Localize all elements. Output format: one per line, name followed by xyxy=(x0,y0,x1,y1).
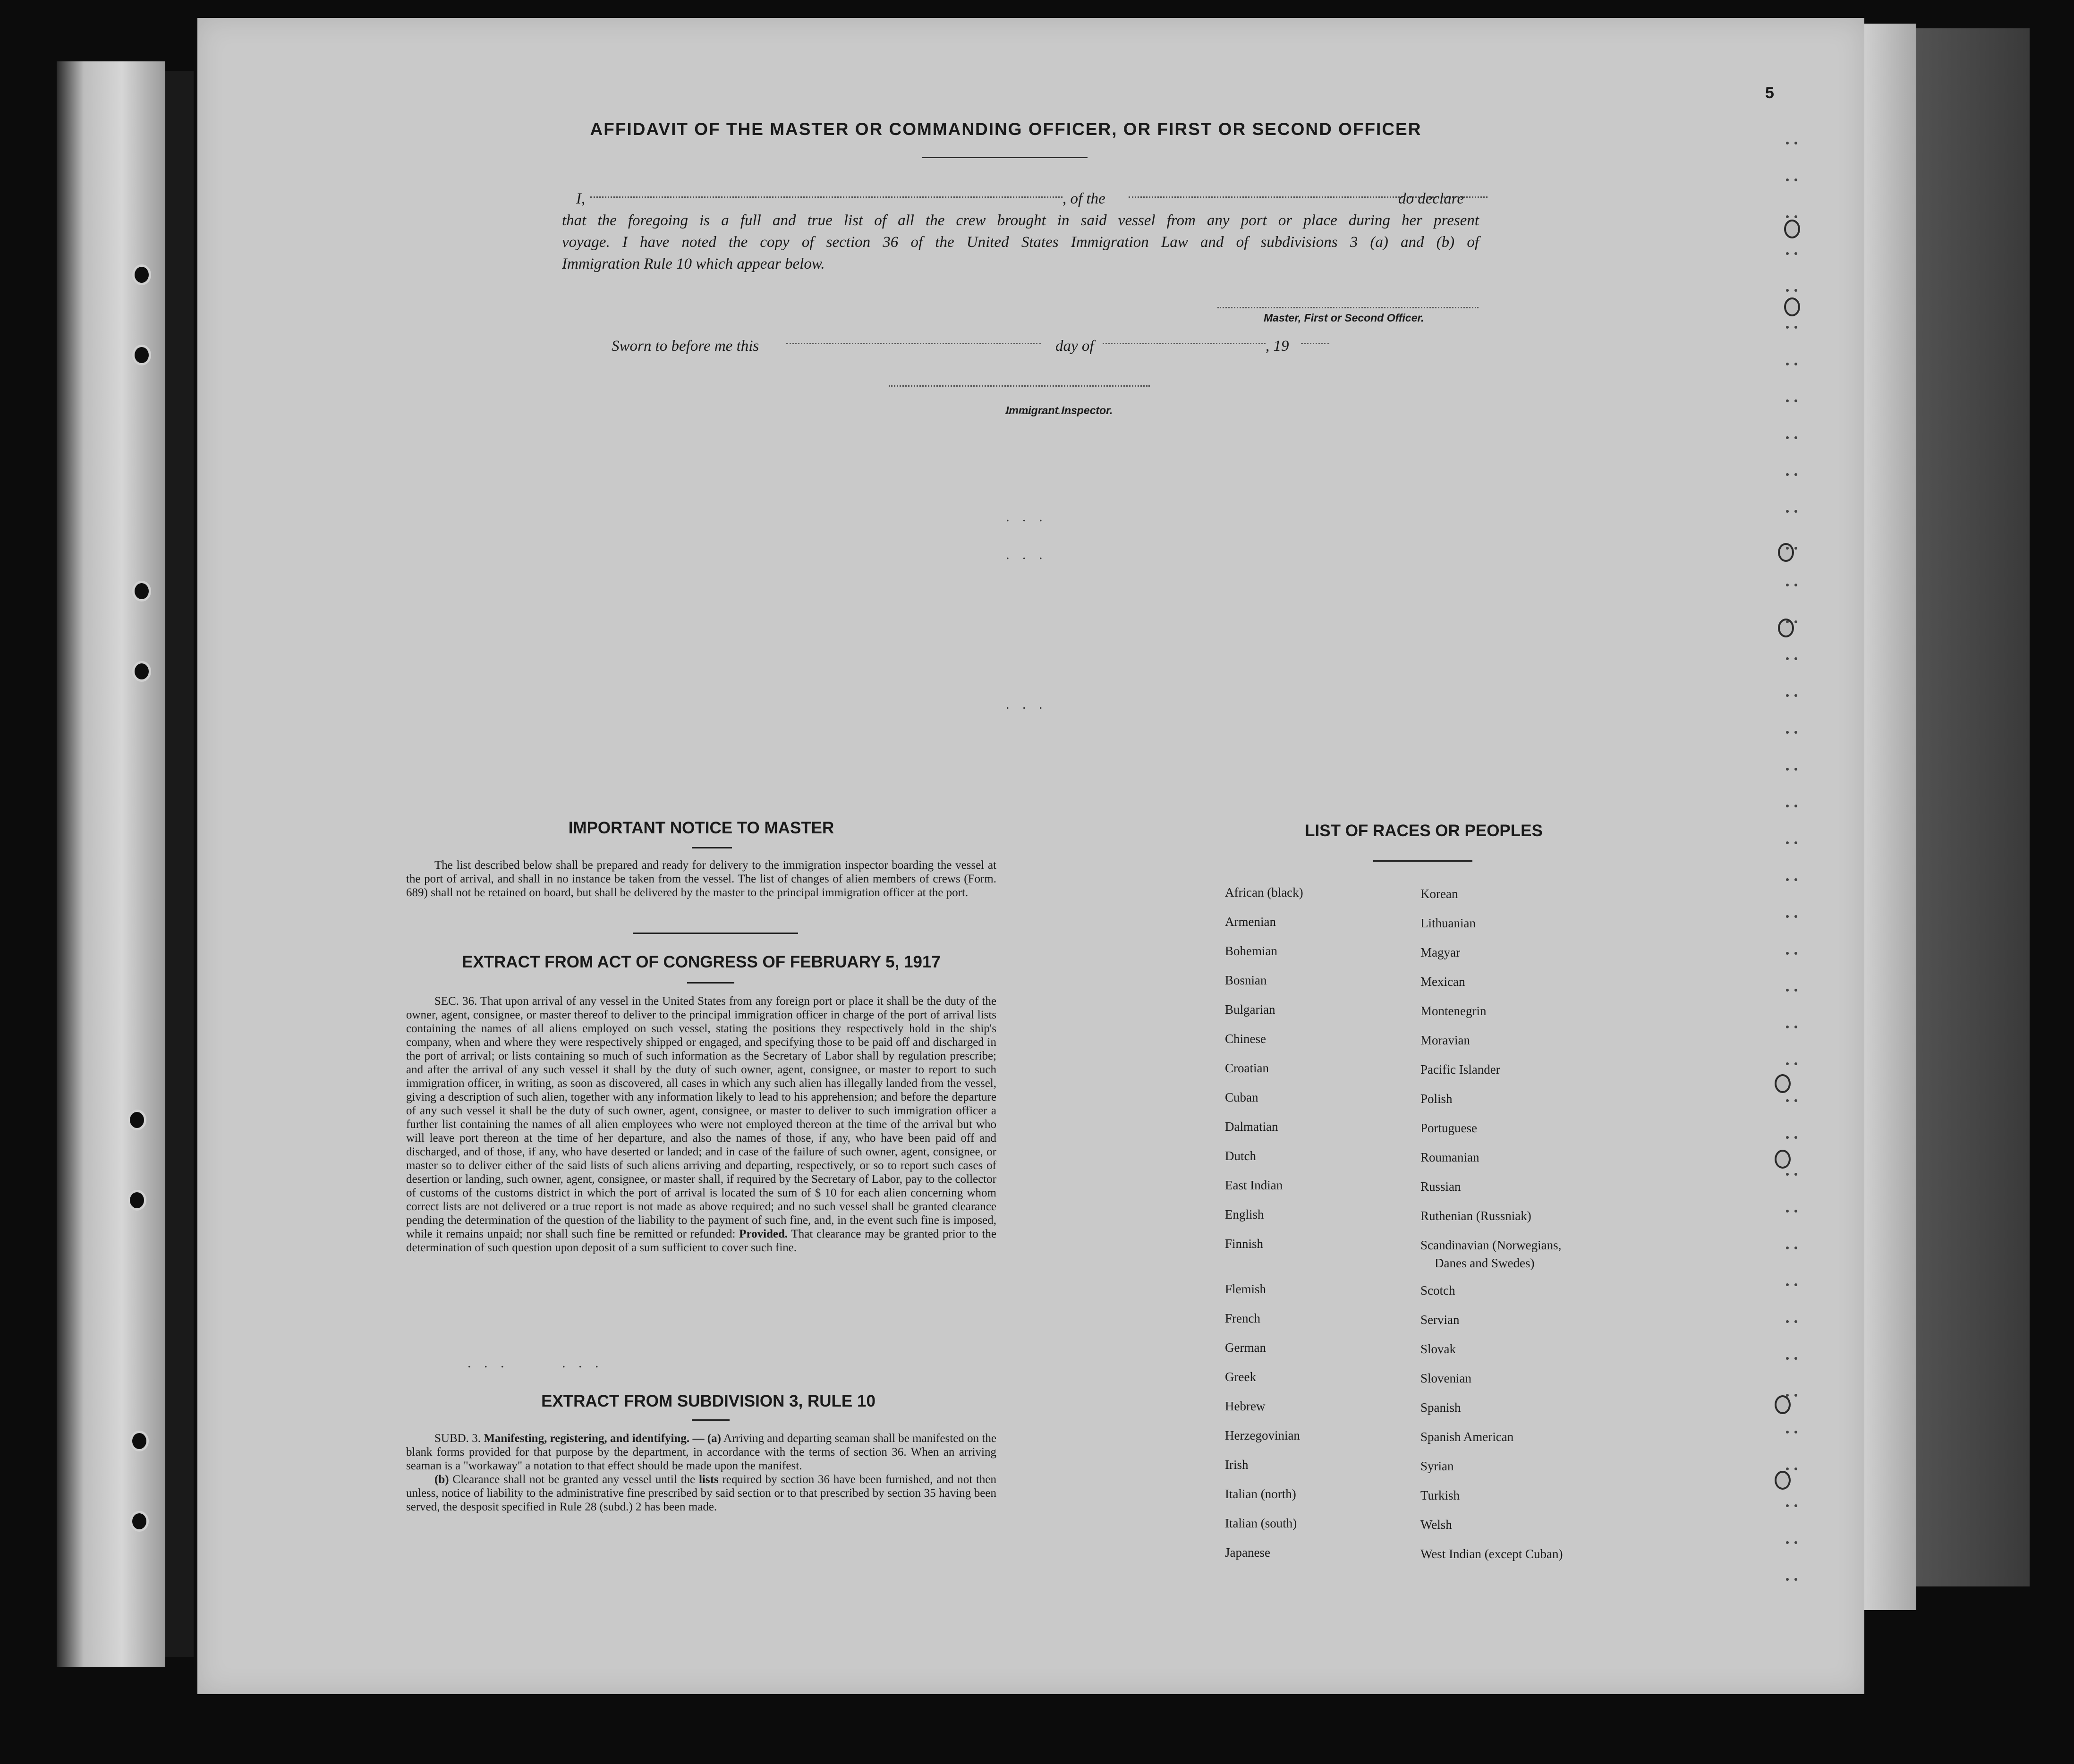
act-title: EXTRACT FROM ACT OF CONGRESS OF FEBRUARY 5, 1917 xyxy=(462,953,941,971)
title-rule xyxy=(922,157,1088,158)
adjacent-page-edge xyxy=(1864,24,1916,1610)
race-item: Slovenian xyxy=(1420,1371,1471,1385)
race-item: Lithuanian xyxy=(1420,916,1476,930)
race-item: Pacific Islander xyxy=(1420,1062,1500,1077)
edge-dot xyxy=(1794,142,1797,144)
binding-hole xyxy=(128,1110,146,1130)
race-item: Dalmatian xyxy=(1225,1119,1278,1134)
race-item: East Indian xyxy=(1225,1178,1283,1192)
inspector-label: Immigrant Inspector. xyxy=(1006,404,1113,416)
affidavit-title: AFFIDAVIT OF THE MASTER OR COMMANDING OFFICER, OR FIRST OR SECOND OFFICER xyxy=(590,119,1422,139)
race-item: Mexican xyxy=(1420,975,1465,989)
edge-dot xyxy=(1794,731,1797,734)
act-text: SEC. 36. That upon arrival of any vessel in the United States from any foreign port or place it shall be the duty of the owner, agent, consignee, or master thereof to deliver to the principal immigration officer in charge of the port of arrival lists containing the names of all aliens employed on such vessel, stating the positions they respectively hold in the ship's company, when and where they were respectively shipped or engaged, and specifying those to be paid off and discharged in the port of arrival; or lists containing so much of such information as the Secretary of Labor shall by regulation prescribe; and after the arrival of any such vessel it shall by the duty of such owner, agent, consignee, or master to report to such immigration officer, in writing, as soon as discovered, all cases in which any such alien has illegally landed from the vessel, giving a description of such alien, together with any information likely to lead to his apprehension; and before the departure of any such vessel it shall be the duty of such owner, agent, consignee, or master to deliver to such immigration officer a further list containing the names of all alien employees who were not employed thereon at the time of the arrival but who will leave port thereon at the time of her departure, and also the names of those, if any, who have been paid off and discharged, and of those, if any, who have deserted or landed; and in case of the failure of such owner, agent, consignee, or master so to deliver either of the said lists of such aliens arriving and departing, respectively, or so to report such cases of desertion or landing, such owner, agent, consignee, or master shall, if required by the Secretary of Labor, pay to the collector of customs of the customs district in which the port of arrival is located the sum of $ 10 for each alien concerning whom correct lists are not delivered or a true report is not made as above required; and no such vessel shall be granted clearance pending the determination of the question of the liability to the payment of such fine, and, in the event such fine is imposed, while it remains unpaid; nor shall such fine be remitted or refunded: Provided. That clearance may be granted prior to the determination of such question upon deposit of a sum sufficient to cover such fine. xyxy=(406,995,996,1254)
race-item: Scotch xyxy=(1420,1283,1455,1298)
binding-hole xyxy=(128,1190,146,1211)
race-item: Russian xyxy=(1420,1179,1461,1194)
edge-dot xyxy=(1786,915,1789,918)
edge-dot xyxy=(1794,768,1797,771)
edge-dot xyxy=(1786,1467,1789,1470)
race-item: Ruthenian (Russniak) xyxy=(1420,1209,1531,1223)
race-item: Hebrew xyxy=(1225,1399,1266,1413)
race-item: Japanese xyxy=(1225,1545,1270,1560)
edge-dot xyxy=(1794,1394,1797,1397)
race-item: Danes and Swedes) xyxy=(1435,1256,1535,1270)
race-item: English xyxy=(1225,1207,1264,1221)
affidavit-line-4: Immigration Rule 10 which appear below. xyxy=(562,255,825,272)
race-item: Irish xyxy=(1225,1458,1249,1472)
edge-dot xyxy=(1794,805,1797,807)
edge-dot xyxy=(1794,363,1797,365)
edge-dot xyxy=(1786,805,1789,807)
race-item: Flemish xyxy=(1225,1282,1266,1296)
edge-dot xyxy=(1786,694,1789,697)
binding-hole xyxy=(130,1511,149,1532)
edge-dot xyxy=(1794,1173,1797,1176)
binder-edge-left xyxy=(57,61,165,1667)
rule-title: EXTRACT FROM SUBDIVISION 3, RULE 10 xyxy=(541,1392,876,1410)
rule-text: SUBD. 3. Manifesting, registering, and identifying. — (a) Arriving and departing seaman shall be manifested on the blank forms provided for that purpose by the department, in accordance with the terms of section 36. When an arriving seaman is a "workaway" a notation to that effect should be made upon the manifest. (b) Clearance shall not be granted any vessel until the lists required by section 36 have been furnished, and not then unless, notice of liability to the administrative fine prescribed by said section or to that prescribed by section 35 having been served, the desposit specified in Rule 28 (subd.) 2 has been made. xyxy=(406,1432,997,1513)
race-item: Spanish American xyxy=(1420,1430,1514,1444)
race-item: Servian xyxy=(1420,1313,1460,1327)
affidavit-line-2: that the foregoing is a full and true list of all the crew brought in said vessel from any port or place during her present xyxy=(562,212,1479,229)
edge-dot xyxy=(1786,620,1789,623)
edge-dot xyxy=(1786,1247,1789,1249)
race-item: Chinese xyxy=(1225,1032,1266,1046)
punch-hole xyxy=(1775,1150,1791,1169)
edge-dot xyxy=(1794,215,1797,218)
race-item: Moravian xyxy=(1420,1033,1470,1047)
edge-dot xyxy=(1786,363,1789,365)
race-item: Korean xyxy=(1420,887,1458,901)
edge-dot xyxy=(1794,1136,1797,1139)
edge-dot xyxy=(1794,1210,1797,1213)
edge-dot xyxy=(1794,584,1797,586)
edge-dot xyxy=(1786,178,1789,181)
edge-dot xyxy=(1786,1026,1789,1028)
stray-marks: . . . xyxy=(1006,696,1047,712)
edge-dot xyxy=(1794,1357,1797,1360)
edge-dot xyxy=(1794,252,1797,255)
edge-dot xyxy=(1786,878,1789,881)
edge-dot xyxy=(1786,1320,1789,1323)
edge-dot xyxy=(1786,215,1789,218)
edge-dot xyxy=(1786,768,1789,771)
edge-dot xyxy=(1794,436,1797,439)
edge-dot xyxy=(1794,952,1797,955)
edge-dot xyxy=(1786,252,1789,255)
binding-hole xyxy=(132,264,151,285)
edge-dot xyxy=(1794,510,1797,513)
edge-dot xyxy=(1794,1504,1797,1507)
edge-dot xyxy=(1786,473,1789,476)
edge-dot xyxy=(1794,878,1797,881)
edge-dot xyxy=(1786,1062,1789,1065)
edge-dot xyxy=(1794,1283,1797,1286)
inspector-line xyxy=(889,385,1150,387)
edge-dot xyxy=(1786,1136,1789,1139)
race-item: Bulgarian xyxy=(1225,1002,1275,1017)
edge-dot xyxy=(1786,436,1789,439)
edge-dot xyxy=(1794,399,1797,402)
edge-dot xyxy=(1786,1504,1789,1507)
race-item: German xyxy=(1225,1340,1266,1355)
race-item: Portuguese xyxy=(1420,1121,1477,1135)
race-item: Italian (south) xyxy=(1225,1516,1297,1530)
race-item: African (black) xyxy=(1225,885,1303,899)
edge-dot xyxy=(1786,1541,1789,1544)
race-item: Dutch xyxy=(1225,1149,1256,1163)
edge-dot xyxy=(1786,952,1789,955)
edge-dot xyxy=(1786,1173,1789,1176)
race-item: Armenian xyxy=(1225,915,1276,929)
stray-marks: . . . xyxy=(1006,547,1047,562)
notice-title: IMPORTANT NOTICE TO MASTER xyxy=(568,819,834,837)
races-title: LIST OF RACES OR PEOPLES xyxy=(1305,822,1543,840)
binding-hole xyxy=(132,345,151,365)
edge-dot xyxy=(1794,1578,1797,1581)
notice-text: The list described below shall be prepared and ready for delivery to the immigration inspector boarding the vessel at the port of arrival, and shall in no instance be taken from the vessel. The list of changes of alien members of crews (Form. 689) shall not be retained on board, but shall be delivered by the master to the principal immigration officer at the port. xyxy=(406,859,996,899)
punch-hole xyxy=(1784,297,1800,316)
race-item: Montenegrin xyxy=(1420,1004,1487,1018)
edge-dot xyxy=(1786,289,1789,292)
race-item: Bosnian xyxy=(1225,973,1267,987)
race-item: Polish xyxy=(1420,1092,1453,1106)
edge-dot xyxy=(1794,1541,1797,1544)
signature-line xyxy=(1217,307,1479,308)
edge-dot xyxy=(1786,399,1789,402)
race-item: Croatian xyxy=(1225,1061,1269,1075)
edge-dot xyxy=(1794,547,1797,550)
race-item: Cuban xyxy=(1225,1090,1258,1104)
race-item: Herzegovinian xyxy=(1225,1428,1300,1442)
edge-dot xyxy=(1794,178,1797,181)
edge-dot xyxy=(1794,326,1797,329)
binder-spine xyxy=(165,71,194,1657)
edge-dot xyxy=(1794,1062,1797,1065)
edge-dot xyxy=(1794,1467,1797,1470)
edge-dot xyxy=(1794,694,1797,697)
race-item: Scandinavian (Norwegians, xyxy=(1420,1238,1562,1252)
signature-label: Master, First or Second Officer. xyxy=(1264,312,1424,324)
edge-dot xyxy=(1794,1099,1797,1102)
race-item: Welsh xyxy=(1420,1518,1452,1532)
edge-dot xyxy=(1786,1431,1789,1433)
punch-hole xyxy=(1784,220,1800,238)
edge-dot xyxy=(1786,326,1789,329)
stray-marks: . . . xyxy=(562,1355,604,1371)
edge-dot xyxy=(1794,620,1797,623)
binding-hole xyxy=(130,1431,149,1451)
race-item: Syrian xyxy=(1420,1459,1454,1473)
race-item: Bohemian xyxy=(1225,944,1277,958)
edge-dot xyxy=(1794,289,1797,292)
edge-dot xyxy=(1786,142,1789,144)
race-item: Greek xyxy=(1225,1370,1256,1384)
race-item: Roumanian xyxy=(1420,1150,1479,1164)
race-item: West Indian (except Cuban) xyxy=(1420,1547,1563,1561)
race-item: Magyar xyxy=(1420,945,1460,959)
edge-dot xyxy=(1786,731,1789,734)
edge-dot xyxy=(1794,657,1797,660)
punch-hole xyxy=(1778,543,1794,562)
edge-dot xyxy=(1794,915,1797,918)
edge-dot xyxy=(1794,1320,1797,1323)
edge-dot xyxy=(1794,1431,1797,1433)
edge-dot xyxy=(1786,1357,1789,1360)
edge-dot xyxy=(1786,510,1789,513)
edge-dot xyxy=(1794,1247,1797,1249)
page-number: 5 xyxy=(1765,84,1774,102)
binding-hole xyxy=(132,661,151,682)
race-item: Slovak xyxy=(1420,1342,1456,1356)
edge-dot xyxy=(1786,989,1789,992)
edge-dot xyxy=(1786,1210,1789,1213)
edge-dot xyxy=(1786,1283,1789,1286)
edge-dot xyxy=(1794,473,1797,476)
binding-hole xyxy=(132,581,151,602)
edge-dot xyxy=(1786,841,1789,844)
edge-dot xyxy=(1794,841,1797,844)
race-item: Turkish xyxy=(1420,1488,1460,1502)
punch-hole xyxy=(1775,1074,1791,1093)
edge-dot xyxy=(1786,584,1789,586)
edge-dot xyxy=(1786,1578,1789,1581)
edge-dot xyxy=(1794,1026,1797,1028)
binder-board-right xyxy=(1916,28,2030,1586)
stray-marks: . . . xyxy=(1006,509,1047,525)
race-item: Italian (north) xyxy=(1225,1487,1296,1501)
race-item: Finnish xyxy=(1225,1237,1264,1251)
stray-marks: . . . xyxy=(468,1355,509,1371)
edge-dot xyxy=(1794,989,1797,992)
punch-hole xyxy=(1775,1395,1791,1414)
affidavit-line-3: voyage. I have noted the copy of section 36 of the United States Immigration Law and of subdivisions 3 (a) and (b) of xyxy=(562,234,1479,251)
edge-dot xyxy=(1786,547,1789,550)
race-item: Spanish xyxy=(1420,1400,1461,1415)
punch-hole xyxy=(1775,1471,1791,1490)
edge-dot xyxy=(1786,657,1789,660)
edge-dot xyxy=(1786,1099,1789,1102)
edge-dot xyxy=(1786,1394,1789,1397)
race-item: French xyxy=(1225,1311,1260,1325)
